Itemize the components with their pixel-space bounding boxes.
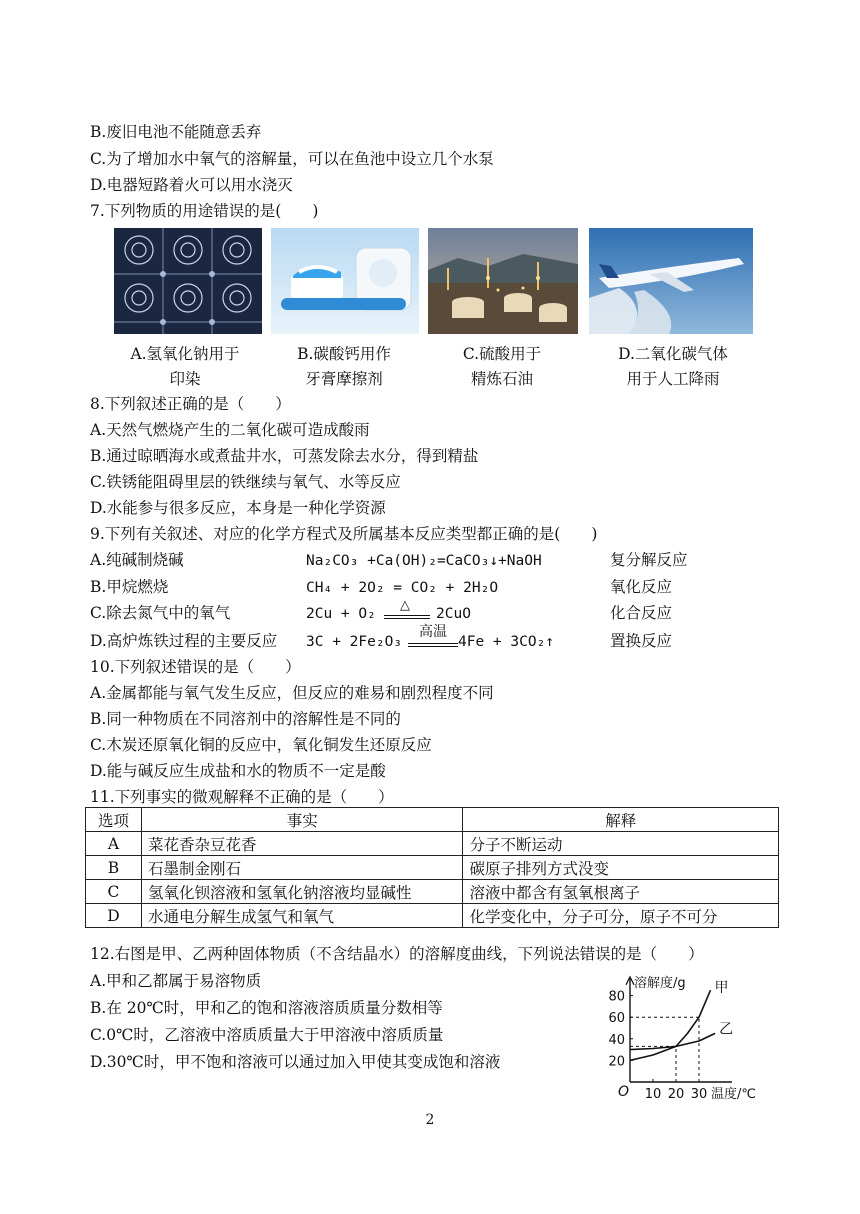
q9-c-equals-line [384, 615, 430, 616]
q9-c-condition: △ [400, 598, 410, 613]
q9-d-condition: 高温 [419, 624, 447, 640]
cell-explanation: 分子不断运动 [463, 832, 779, 856]
series-line-1 [630, 990, 711, 1060]
cell-option: B [86, 856, 142, 880]
q8-stem: 8.下列叙述正确的是（ ） [90, 395, 291, 413]
q6-option-c: C.为了增加水中氧气的溶解量，可以在鱼池中设立几个水泵 [90, 150, 494, 168]
cell-explanation: 碳原子排列方式没变 [463, 856, 779, 880]
q9-c-equation-left: 2Cu + O₂ [306, 606, 376, 622]
q12-stem: 12.右图是甲、乙两种固体物质（不含结晶水）的溶解度曲线，下列说法错误的是（ ） [90, 945, 704, 963]
airplane-spraying-photo [589, 228, 753, 334]
y-tick-label: 80 [608, 989, 625, 1005]
q12-option-b: B.在 20℃时，甲和乙的饱和溶液溶质质量分数相等 [90, 999, 443, 1017]
origin-label: O [618, 1084, 630, 1100]
q9-a-type: 复分解反应 [610, 551, 688, 569]
y-tick-label: 40 [608, 1032, 625, 1048]
q7-option-a-line2: 印染 [169, 370, 201, 388]
q9-d-equals-line-2 [408, 646, 458, 647]
q12-option-d: D.30℃时，甲不饱和溶液可以通过加入甲使其变成饱和溶液 [90, 1053, 501, 1071]
q7-option-a-line1: A.氢氧化钠用于 [130, 345, 240, 363]
cell-option: D [86, 904, 142, 928]
q7-option-c-line2: 精炼石油 [470, 370, 533, 388]
x-tick-label: 20 [667, 1087, 685, 1102]
q10-stem: 10.下列叙述错误的是（ ） [90, 658, 301, 676]
q7-option-b [269, 342, 419, 392]
toothpaste-photo [271, 228, 419, 334]
y-tick-label: 20 [608, 1054, 625, 1070]
header-explanation: 解释 [463, 808, 779, 832]
cell-option: C [86, 880, 142, 904]
series-line-2 [630, 1033, 715, 1049]
y-tick-label: 60 [608, 1011, 625, 1027]
q8-option-a: A.天然气燃烧产生的二氧化碳可造成酸雨 [90, 421, 370, 439]
q7-stem: 7.下列物质的用途错误的是( ) [90, 202, 319, 220]
q7-option-b-line2: 牙膏摩擦剂 [305, 370, 383, 388]
oil-refinery-photo [428, 228, 578, 334]
q8-option-d: D.水能参与很多反应，本身是一种化学资源 [90, 499, 386, 517]
q11-stem: 11.下列事实的微观解释不正确的是（ ） [90, 788, 394, 806]
series-label-2: 乙 [719, 1021, 734, 1038]
q7-option-c [427, 342, 577, 392]
q8-option-b: B.通过晾晒海水或煮盐井水，可蒸发除去水分，得到精盐 [90, 447, 479, 465]
q9-c-equation-right: 2CuO [436, 606, 471, 622]
q8-option-c: C.铁锈能阻碍里层的铁继续与氧气、水等反应 [90, 473, 401, 491]
q9-a-equation: Na₂CO₃ +Ca(OH)₂=CaCO₃↓+NaOH [306, 553, 542, 569]
table-row [86, 904, 779, 928]
q9-a-desc: A.纯碱制烧碱 [90, 551, 184, 569]
x-axis-label: 温度/℃ [711, 1087, 756, 1102]
q10-option-a: A.金属都能与氧气发生反应，但反应的难易和剧烈程度不同 [90, 684, 494, 702]
q9-d-type: 置换反应 [610, 632, 673, 650]
header-option: 选项 [86, 808, 142, 832]
series-label-1: 甲 [714, 980, 729, 997]
cell-fact: 菜花香杂豆花香 [141, 832, 463, 856]
q9-b-equation: CH₄ + 2O₂ = CO₂ + 2H₂O [306, 580, 499, 596]
header-fact: 事实 [141, 808, 463, 832]
q12-option-a: A.甲和乙都属于易溶物质 [90, 972, 262, 990]
q10-option-c: C.木炭还原氧化铜的反应中，氧化铜发生还原反应 [90, 736, 432, 754]
q9-c-type: 化合反应 [610, 604, 673, 622]
table-row [86, 832, 779, 856]
solubility-curve-chart [590, 968, 780, 1104]
table-header-row [86, 808, 779, 832]
q7-option-a [110, 342, 260, 392]
cell-explanation: 溶液中都含有氢氧根离子 [463, 880, 779, 904]
q9-d-equals-line [408, 643, 458, 644]
q7-option-d [598, 342, 748, 392]
q9-b-type: 氧化反应 [610, 578, 673, 596]
q10-option-b: B.同一种物质在不同溶剂中的溶解性是不同的 [90, 710, 401, 728]
cell-fact: 水通电分解生成氢气和氧气 [141, 904, 463, 928]
q9-stem: 9.下列有关叙述、对应的化学方程式及所属基本反应类型都正确的是( ) [90, 525, 598, 543]
cell-option: A [86, 832, 142, 856]
cell-fact: 氢氧化钡溶液和氢氧化钠溶液均显碱性 [141, 880, 463, 904]
q9-d-desc: D.高炉炼铁过程的主要反应 [90, 632, 278, 650]
cell-explanation: 化学变化中，分子可分，原子不可分 [463, 904, 779, 928]
q9-d-equation-right: 4Fe + 3CO₂↑ [458, 634, 555, 650]
q7-option-d-line2: 用于人工降雨 [626, 370, 720, 388]
y-axis-label: 溶解度/g [634, 975, 686, 991]
q9-d-equation-left: 3C + 2Fe₂O₃ [306, 634, 403, 650]
x-tick-label: 30 [690, 1087, 708, 1102]
q9-b-desc: B.甲烷燃烧 [90, 578, 169, 596]
q7-option-d-line1: D.二氧化碳气体 [618, 345, 728, 363]
table-row [86, 880, 779, 904]
page-number: 2 [425, 1112, 435, 1128]
q9-c-equals-line-2 [384, 618, 430, 619]
q10-option-d: D.能与碱反应生成盐和水的物质不一定是酸 [90, 762, 386, 780]
q6-option-d: D.电器短路着火可以用水浇灭 [90, 176, 293, 194]
q9-c-desc: C.除去氮气中的氧气 [90, 604, 231, 622]
table-row [86, 856, 779, 880]
q6-option-b: B.废旧电池不能随意丢弃 [90, 123, 262, 141]
q7-option-b-line1: B.碳酸钙用作 [297, 345, 391, 363]
q11-table [85, 807, 779, 928]
q12-option-c: C.0℃时，乙溶液中溶质质量大于甲溶液中溶质质量 [90, 1026, 444, 1044]
cell-fact: 石墨制金刚石 [141, 856, 463, 880]
fabric-pattern-photo [114, 228, 262, 334]
q7-option-c-line1: C.硫酸用于 [462, 345, 542, 363]
x-tick-label: 10 [644, 1087, 662, 1102]
